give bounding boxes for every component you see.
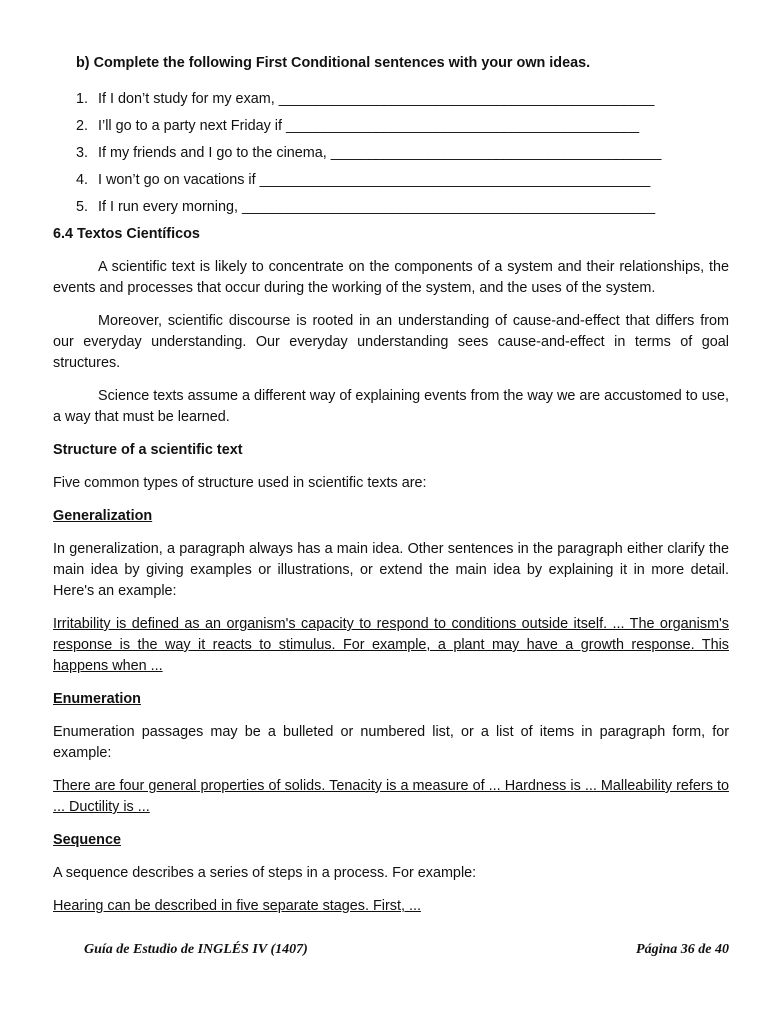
section-title: 6.4 Textos Científicos xyxy=(53,226,200,242)
item-text: I’ll go to a party next Friday if xyxy=(98,118,286,134)
answer-blank[interactable]: ____________________________________________________ xyxy=(259,172,650,188)
generalization-example: Irritability is defined as an organism's capacity to respond to conditions outside itself. ... The organism's response is the way it reacts to stimulus. For example, a plant may have a growth response. This happens when ... xyxy=(53,616,729,674)
paragraph: Science texts assume a different way of explaining events from the way we are accustomed to use, a way that must be learned. xyxy=(53,388,729,425)
answer-blank[interactable]: _______________________________________________________ xyxy=(241,199,655,215)
answer-blank[interactable]: ____________________________________________ xyxy=(330,145,661,161)
list-item xyxy=(76,144,661,171)
sequence-text: A sequence describes a series of steps in a process. For example: xyxy=(53,865,477,881)
item-number: 5. xyxy=(76,199,89,215)
paragraph: A scientific text is likely to concentrate on the components of a system and their relationships, the events and processes that occur during the working of the system, and the uses of the system. xyxy=(53,259,729,296)
item-text: I won’t go on vacations if xyxy=(98,172,260,188)
list-item xyxy=(76,117,661,144)
list-item xyxy=(76,90,661,117)
structure-title: Structure of a scientific text xyxy=(53,442,243,458)
footer-guide-title: Guía de Estudio de INGLÉS IV (1407) xyxy=(84,942,308,957)
generalization-text: In generalization, a paragraph always has a main idea. Other sentences in the paragraph either clarify the main idea by giving examples or illustrations, or extend the main idea by explaining it in more detail. Here's an example: xyxy=(53,541,729,599)
item-text: If I run every morning, xyxy=(98,199,242,215)
footer-page-number: Página 36 de 40 xyxy=(636,942,729,957)
answer-blank[interactable]: __________________________________________________ xyxy=(278,91,654,107)
structure-intro: Five common types of structure used in scientific texts are: xyxy=(53,475,427,491)
list-item xyxy=(76,198,661,225)
sequence-example: Hearing can be described in five separate stages. First, ... xyxy=(53,898,421,914)
main-content xyxy=(53,224,729,929)
list-item xyxy=(76,171,661,198)
item-number: 1. xyxy=(76,91,89,107)
enumeration-example: There are four general properties of solids. Tenacity is a measure of ... Hardness is ... Malleability refers to ... Ductility is ... xyxy=(53,778,729,815)
exercise-heading: b) Complete the following First Conditional sentences with your own ideas. xyxy=(76,55,591,71)
conditional-sentence-list xyxy=(76,90,661,225)
item-number: 2. xyxy=(76,118,89,134)
answer-blank[interactable]: _______________________________________________ xyxy=(285,118,639,134)
item-text: If my friends and I go to the cinema, xyxy=(98,145,331,161)
generalization-title: Generalization xyxy=(53,508,153,524)
item-text: If I don’t study for my exam, xyxy=(98,91,279,107)
enumeration-text: Enumeration passages may be a bulleted or numbered list, or a list of items in paragraph form, for example: xyxy=(53,724,729,761)
item-number: 3. xyxy=(76,145,89,161)
paragraph: Moreover, scientific discourse is rooted in an understanding of cause-and-effect that differs from our everyday understanding. Our everyday understanding sees cause-and-effect in terms of goal structures. xyxy=(53,313,729,371)
item-number: 4. xyxy=(76,172,89,188)
enumeration-title: Enumeration xyxy=(53,691,141,707)
sequence-title: Sequence xyxy=(53,832,121,848)
